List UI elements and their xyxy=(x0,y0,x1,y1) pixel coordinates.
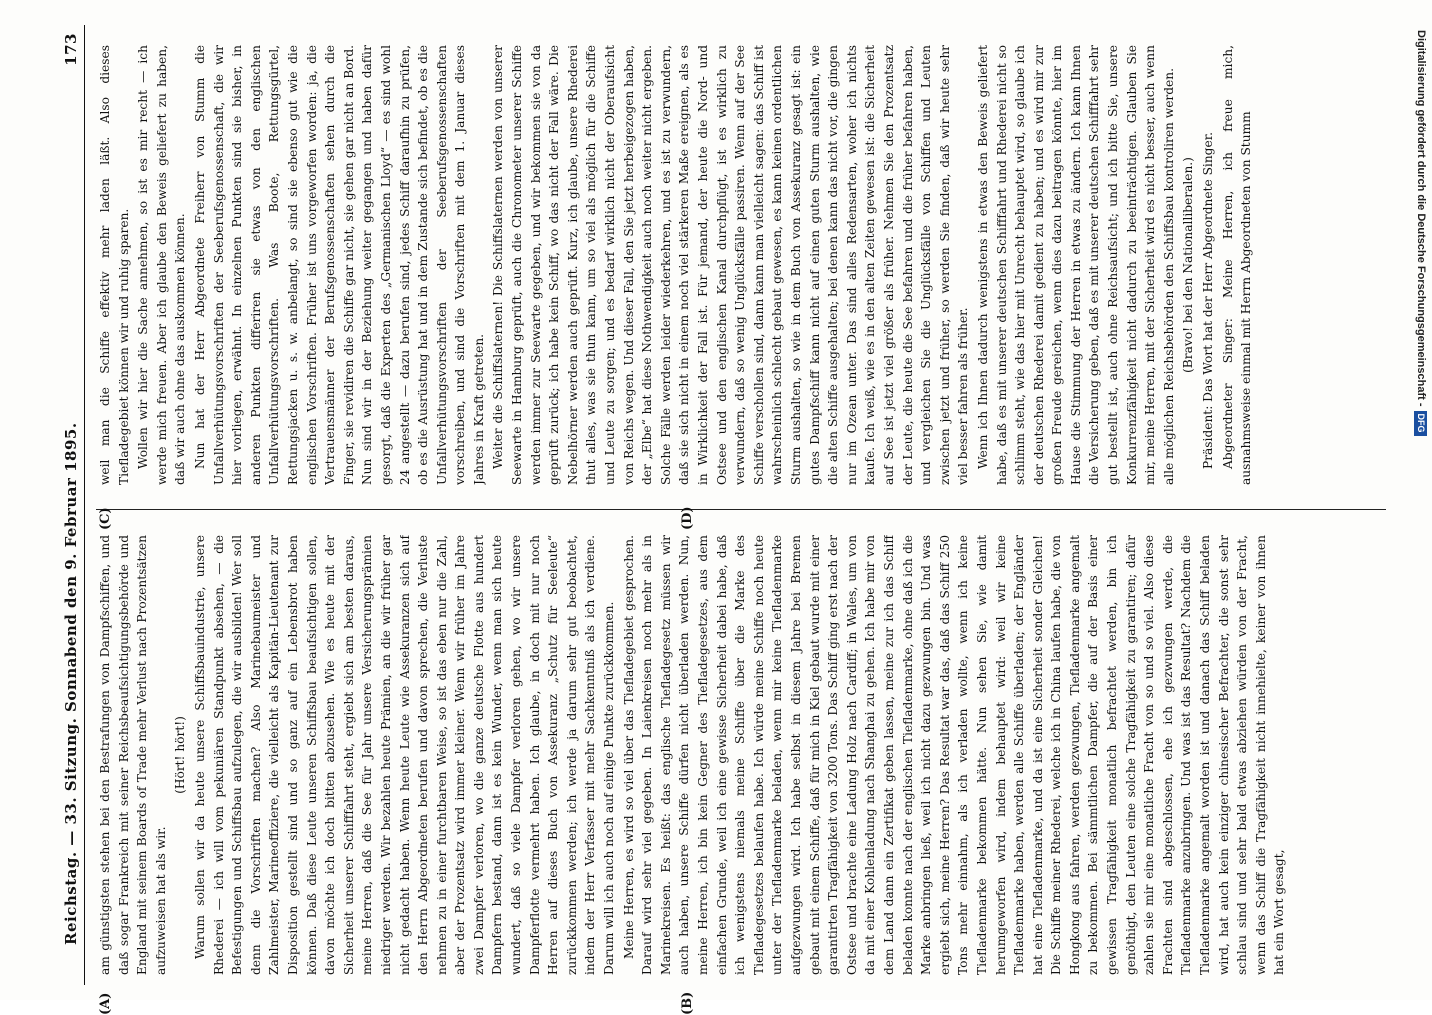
text-columns xyxy=(96,25,1396,1015)
rotated-page-content xyxy=(60,25,1410,1015)
margin-marker-c: (C) xyxy=(98,507,113,530)
paragraph: Warum sollen wir da heute unsere Schiffsbauindustrie, unsere Rhederei — ich will vom pekuniären Standpunkt absehen, — die Befestigungen und Schiffsbau aufzulegen, die wir ausbilden! Wer soll denn die Vorschriften machen? Also Marinebaumeister und Zahlmeister, Marineoffiziere, die vielleicht als Kapitän-Lieutenant zur Disposition gestellt sind und so ganz auf ein Lebensbrot haben können. Daß diese Leute unseren Schiffsbau beaufsichtigen sollen, davon möchte ich doch bitten abzusehen. Wie es heute mit der Sicherheit unserer Schifffahrt steht, ergiebt sich am besten daraus, meine Herren, daß die See für Jahr unsere Versicherungsprämien niedriger werden. Wir bezahlen heute Prämien, an die wir früher gar nicht gedacht haben. Wenn heute Leute wie Assekuranzen sich auf den Herrn Abgeordneten berufen und davon sprechen, die Verluste nehmen zu in einer furchtbaren Weise, so ist das eben nur die Zahl, aber der Prozentsatz wird immer kleiner. Wenn wir früher im Jahre zwei Dampfer verloren, wo die ganze deutsche Flotte aus hundert Dampfern bestand, dann ist es kein Wunder, wenn man sich heute wundert, daß so viele Dampfer verloren gehen, wo wir unsere Dampferflotte vermehrt haben. Ich glaube, in doch mit nur noch Herren auf dieses Buch von Assekuranz „Schutz für Seeleute“ zurückkommen werden; ich werde ja darum sehr gut beobachtet, indem der Herr Verfasser mit mehr Sachkenntniß als ich verdiene. Darum will ich auch noch auf einige Punkte zurückkommen. xyxy=(192,535,617,975)
dfg-logo: DFG xyxy=(1414,411,1427,436)
speaker-line: Abgeordneter Singer: Meine Herren, ich freue mich, ausnahmsweise einmal mit Herrn Abgeordneten von Stumm xyxy=(1220,45,1254,485)
attribution-strip xyxy=(1413,30,1429,970)
paragraph: am günstigsten stehen bei den Bestrafungen von Dampfschiffen, und daß sogar Frankreich mit seiner Reichsbeaufsichtigungsbehörde und England mit seinem Boards of Trade mehr Verlust nach Prozentsätzen aufzuweisen hat als wir. xyxy=(98,535,168,975)
attribution-text: Digitalisierung gefördert durch die Deutsche Forschungsgemeinschaft - xyxy=(1415,30,1427,407)
margin-marker-d: (D) xyxy=(680,506,695,530)
page-header xyxy=(60,25,85,985)
paragraph: Weiter die Schiffslaternen! Die Schiffslaternen werden von unserer Seewarte in Hamburg geprüft, auch die Chronometer unserer Schiffe werden immer zur Seewarte gegeben, und wir bekommen sie von da geprüft zurück; ich habe kein Schiff, wo das nicht der Fall wäre. Die Nebelhörner werden auch geprüft. Kurz, ich glaube, unsere Rhederei thut alles, was sie thun kann, um so viel als möglich für die Schiffe und Leute zu sorgen; und es bedarf wirklich nicht der Oberaufsicht von Reichs wegen. Und dieser Fall, den Sie jetzt herbeigezogen haben, der „Elbe“ hat diese Nothwendigkeit auch noch weiter nicht ergeben. Solche Fälle werden leider wiederkehren, und es ist zu verwundern, daß sie sich nicht in einem noch viel stärkeren Maße ereignen, als es in Wirklichkeit der Fall ist. Für jemand, der heute die Nord- und Ostsee und den englischen Kanal durchpflügt, ist es wirklich zu verwundern, daß so wenig Unglücksfälle passiren. Wenn auf der See Schiffe verschollen sind, dann kann man vielleicht sagen: das Schiff ist wahrscheinlich schlecht gebaut gewesen, es kann keinen ordentlichen Sturm aushalten, so wie in dem Buch von Assekuranz gesagt ist: ein gutes Dampfschiff kann nicht auf einen guten Sturm aushalten, wie die alten Schiffe ausgehalten; bei denen kann das nicht vor, die gingen nur im Ozean unter. Das sind alles Redensarten, woher ich nichts kaufe. Ich weiß, wie es in den alten Zeiten gewesen ist: die Sicherheit auf See ist jetzt viel größer als früher. Nehmen Sie den Prozentsatz der Leute, die heute die See befahren und die früher befahren haben, und vergleichen Sie die Unglücksfälle von Schiffen und Leuten zwischen jetzt und früher, so werden Sie finden, daß wir heute sehr viel besser fahren als früher. xyxy=(491,45,971,485)
page-number: 173 xyxy=(62,33,80,66)
paragraph: Meine Herren, es wird so viel über das Tiefladegebiet gesprochen. Darauf wird sehr viel gegeben. In Laienkreisen noch mehr als in Marinekreisen. Es heißt: das englische Tiefladegesetz müssen wir auch haben, unsere Schiffe dürfen nicht überladen werden. Nun, meine Herren, ich bin kein Gegner des Tiefladegesetzes, aus dem einfachen Grunde, weil ich eine gewisse Sicherheit dabei habe, daß ich wenigstens niemals meine Schiffe über die Marke des Tiefladegesetzes belaufen habe. Ich würde meine Schiffe noch heute unter der Tiefladenmarke beladen, wenn mir keine Tiefladenmarke aufgezwungen wird. Ich habe selbst in diesem Jahre bei Bremen gebaut mit einem Schiffe, daß für mich in Kiel gebaut wurde mit einer garantirten Tragfähigkeit von 3200 Tons. Das Schiff ging erst nach der Ostsee und brachte eine Ladung Holz nach Cardiff; in Wales, um von da mit einer Kohlenladung nach Shanghai zu gehen. Ich habe mir von dem Land dann ein Zertifikat geben lassen, meine zur ich das Schiff beladen konnte nach der englischen Tiefladenmarke, ohne daß ich die Marke anbringen ließ, weil ich nicht dazu gezwungen bin. Und was ergiebt sich, meine Herren? Das Resultat war das, daß das Schiff 250 Tons mehr einnahm, als ich verladen wollte, wenn ich keine Tiefladenmarke bekommen hätte. Nun sehen Sie, wie damit herumgeworfen wird, indem behauptet wird: weil wir keine Tiefladenmarke haben, werden alle Schiffe überladen; der Engländer hat eine Tiefladenmarke, und da ist eine Sicherheit sonder Gleichen! Die Schiffe meiner Rhederei, welche ich in China laufen habe, die von Hongkong aus fahren, werden gezwungen, Tiefladenmarke angemalt zu bekommen. Bei sämmtlichen Dampfer, die auf der Basis einer gewissen Tragfähigkeit monatlich befrachtet werden, bin ich genöthigt, den Leuten eine solche Tragfähigkeit zu garantiren; dafür zahlen sie mir eine monatliche Fracht von so und so viel. Also diese Frachten sind abgeschlossen, ehe ich gezwungen werde, die Tiefladenmarke anzubringen. Und was ist das Resultat? Nachdem die Tiefladenmarke angemalt worden ist und danach das Schiff beladen wird, hat auch kein einziger chinesischer Befrachter, die sonst sehr schlau sind und sehr bald etwas abziehen würden von der Fracht, wenn das Schiff die Tragfähigkeit nicht innehielte, keiner von ihnen hat ein Wort gesagt, xyxy=(621,535,1287,975)
paragraph: Wollen wir hier die Sache annehmen, so ist es mir recht — ich werde mich freuen. Aber ich glaube den Beweis geliefert zu haben, daß wir auch ohne das auskommen können. xyxy=(136,45,188,485)
margin-marker-a: (A) xyxy=(98,992,113,1015)
paragraph: weil man die Schiffe effektiv mehr laden läßt. Also dieses Tiefladegebiet können wir und ruhig sparen. xyxy=(98,45,131,485)
left-column xyxy=(96,535,1396,975)
speaker-line: Präsident: Das Wort hat der Herr Abgeordnete Singer. xyxy=(1201,131,1216,469)
paragraph: Nun hat der Herr Abgeordnete Freiherr von Stumm die Unfallverhütungsvorschriften der Seeberufsgenossenschaft, die wir hier vorliegen, erwähnt. In einzelnen Punkten sind sie bisher, in anderen Punkten differiren sie etwas von den englischen Unfallverhütungsvorschriften. Was Boote, Rettungsgürtel, Rettungsjacken u. s. w. anbelangt, so sind sie ebenso gut wie die englischen Vorschriften. Früher ist uns vorgeworfen worden: ja, die Vertrauensmänner der Berufsgenossenschaften sehen durch die Finger, sie revidiren die Schiffe gar nicht, sie gehen gar nicht an Bord. Nun sind wir in der Beziehung weiter gegangen und haben dafür gesorgt, daß die Experten des „Germanischen Lloyd“ — es sind wohl 24 angestellt — dazu berufen sind, jedes Schiff daraufhin zu prüfen, ob es die Ausrüstung hat und in dem Zustande sich befindet, ob es die Unfallverhütungsvorschriften der Seeberufsgenossenschaften vorschreiben, und sind die Vorschriften mit dem 1. Januar dieses Jahres in Kraft getreten. xyxy=(192,45,486,485)
header-title: Reichstag. — 33. Sitzung. Sonnabend den 9. Februar 1895. xyxy=(62,422,80,945)
interjection: (Hört! hört!) xyxy=(173,716,188,794)
column-divider xyxy=(96,509,1386,510)
margin-marker-b: (B) xyxy=(680,991,695,1015)
right-column xyxy=(96,45,1396,485)
paragraph: Wenn ich Ihnen dadurch wenigstens in etwas den Beweis geliefert habe, daß es mit unserer deutschen Schifffahrt und Rhederei nicht so schlimm steht, wie das hier mit Unrecht behauptet wird, so glaube ich der deutschen Rhederei damit gedient zu haben; und es wird mir zur großen Freude gereichen, wenn dies dazu beitragen könnte, hier im Hause die Stimmung der Herren in etwas zu ändern. Ich kann Ihnen die Versicherung geben, daß es mit unserer deutschen Schifffahrt sehr gut bestellt ist, auch ohne Reichsaufsicht; und ich bitte Sie, unsere Konkurrenzfähigkeit nicht dadurch zu beeinträchtigen. Glauben Sie mir, meine Herren, mit der Sicherheit wird es nicht besser, auch wenn alle möglichen Reichsbehörden den Schiffsbau kontroliren werden. xyxy=(975,45,1176,485)
attribution-text-wrapper xyxy=(1413,30,1429,970)
interjection: (Bravo! bei den Nationalliberalen.) xyxy=(1181,157,1196,373)
